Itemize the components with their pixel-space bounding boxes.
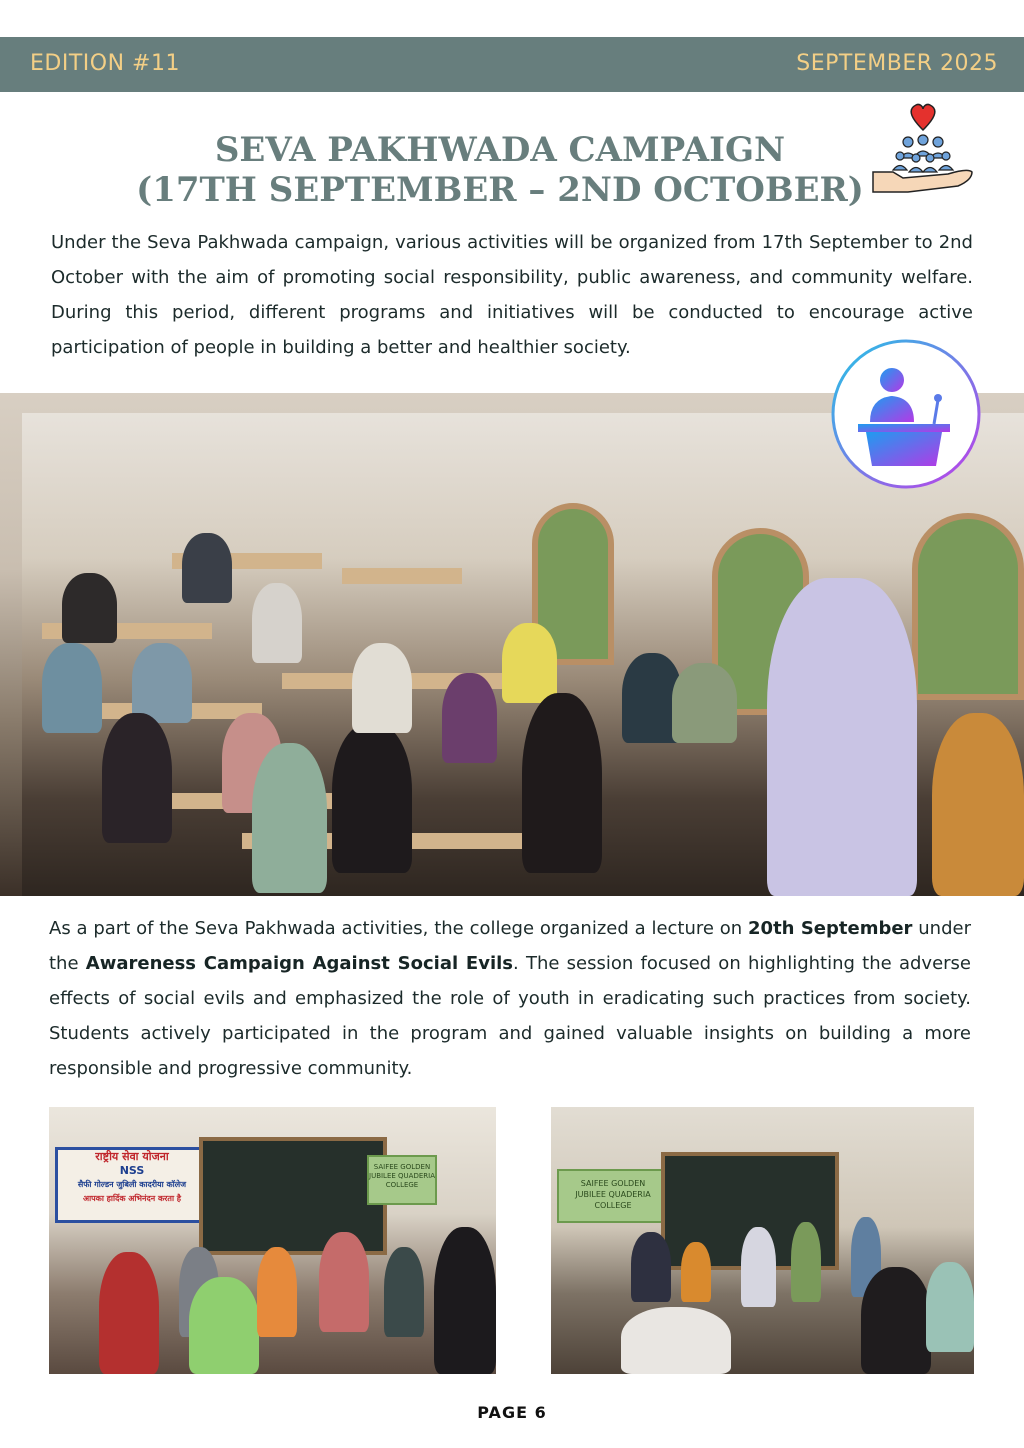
- page-title: [100, 130, 900, 210]
- faculty-member: [319, 1232, 369, 1332]
- student: [252, 583, 302, 663]
- report-text-2: under the: [49, 918, 971, 974]
- faculty-member: [99, 1252, 159, 1374]
- student: [102, 713, 172, 843]
- campaign-name: Awareness Campaign Against Social Evils: [85, 953, 513, 974]
- nss-banner: [55, 1147, 209, 1223]
- issue-date: SEPTEMBER 2025: [796, 51, 998, 76]
- student: [926, 1262, 974, 1352]
- student: [132, 643, 192, 723]
- student: [522, 693, 602, 873]
- desk: [342, 568, 462, 584]
- report-text-3: . The session focused on highlighting the adverse effects of social evils and emphasized the role of youth in eradicating such practices from society. Students actively participated in the program and gained valuable insights on building a more responsible and progressive community.: [49, 953, 971, 1079]
- faculty-member: [791, 1222, 821, 1302]
- nss-banner-line-1: राष्ट्रीय सेवा योजना: [95, 1150, 169, 1163]
- student: [42, 643, 102, 733]
- college-banner-line-2: JUBILEE QUADERIA: [575, 1190, 651, 1199]
- college-banner: [367, 1155, 437, 1205]
- student: [189, 1277, 259, 1374]
- speaker-podium-icon: [830, 338, 982, 490]
- intro-paragraph: Under the Seva Pakhwada campaign, various activities will be organized from 17th September to 2nd October with the aim of promoting social responsibility, public awareness, and community welfare. During this period, different programs and initiatives will be conducted to encourage active participation of people in building a better and healthier society.: [51, 232, 973, 358]
- student: [621, 1307, 731, 1374]
- student: [434, 1227, 496, 1374]
- college-banner-line-3: COLLEGE: [385, 1181, 419, 1189]
- nss-banner-line-2: NSS: [119, 1164, 145, 1177]
- student: [442, 673, 497, 763]
- student: [62, 573, 117, 643]
- college-banner-line-1: SAIFEE GOLDEN: [373, 1163, 431, 1171]
- student: [631, 1232, 671, 1302]
- college-banner-line-1: SAIFEE GOLDEN: [580, 1179, 646, 1188]
- title-line-2: (17TH SEPTEMBER – 2ND OCTOBER): [136, 170, 864, 210]
- lecture-date: 20th September: [748, 918, 913, 939]
- student: [332, 723, 412, 873]
- faculty-member: [257, 1247, 297, 1337]
- report-text-1: As a part of the Seva Pakhwada activities, the college organized a lecture on: [49, 918, 749, 939]
- student: [352, 643, 412, 733]
- event-photo-right: [551, 1107, 974, 1374]
- college-banner-line-3: COLLEGE: [594, 1201, 632, 1210]
- student: [182, 533, 232, 603]
- faculty-member: [741, 1227, 776, 1307]
- classroom-window: [912, 513, 1024, 700]
- page-number: PAGE 6: [477, 1403, 547, 1422]
- header-band: [0, 37, 1024, 92]
- college-banner: [557, 1169, 669, 1223]
- event-photo-left: [49, 1107, 496, 1374]
- edition-label: EDITION #11: [30, 51, 180, 76]
- student: [672, 663, 737, 743]
- faculty-member: [681, 1242, 711, 1302]
- student: [502, 623, 557, 703]
- student: [861, 1267, 931, 1374]
- faculty-member: [384, 1247, 424, 1337]
- blackboard: [199, 1137, 387, 1255]
- student: [252, 743, 327, 893]
- report-paragraph: [49, 911, 971, 1086]
- heart-hand-community-icon: [868, 100, 978, 205]
- title-line-1: SEVA PAKHWADA CAMPAIGN: [214, 130, 786, 170]
- nss-banner-line-3: सैफी गोल्डन जुबिली कादरीया कॉलेज: [77, 1180, 187, 1189]
- college-banner-line-2: JUBILEE QUADERIA: [369, 1172, 435, 1180]
- speaker: [767, 578, 917, 896]
- audience-member: [932, 713, 1024, 896]
- nss-banner-line-4: आपका हार्दिक अभिनंदन करता है: [82, 1194, 182, 1203]
